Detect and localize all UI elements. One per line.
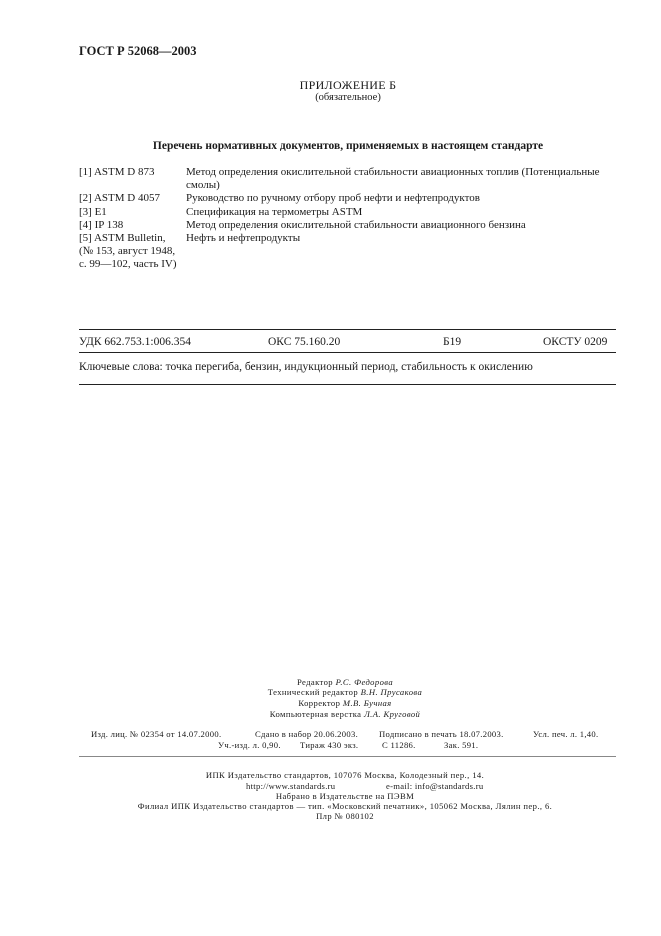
reference-row <box>79 258 619 271</box>
plr-number: Плр № 080102 <box>316 811 374 821</box>
reference-title: Спецификация на термометры ASTM <box>186 205 363 218</box>
publisher-website: http://www.standards.ru <box>246 781 336 791</box>
reference-code: [4] IP 138 <box>79 218 124 231</box>
editor-line: Редактор Р.С. Федорова <box>296 677 394 687</box>
reference-code: (№ 153, август 1948, <box>79 245 176 258</box>
print-sheets: Усл. печ. л. 1,40. <box>533 729 599 739</box>
publisher-email: e-mail: info@standards.ru <box>386 781 484 791</box>
reference-code: [5] ASTM Bulletin, <box>79 232 166 245</box>
reference-code <box>79 179 186 192</box>
reference-title <box>186 258 619 271</box>
branch-address: Филиал ИПК Издательство стандартов — тип. «Московский печатник», 105062 Москва, Лялин пер., 6. <box>137 801 553 811</box>
reference-title: Нефть и нефтепродукты <box>186 232 301 245</box>
reference-title <box>186 245 619 258</box>
reference-row <box>79 192 619 205</box>
reference-title: Метод определения окислительной стабильности авиационных топлив (Потенциальные <box>186 166 600 178</box>
appendix-title: ПРИЛОЖЕНИЕ Б <box>299 78 397 92</box>
standard-id: ГОСТ Р 52068—2003 <box>79 44 197 58</box>
references-list <box>79 166 619 272</box>
print-run: Тираж 430 экз. <box>300 740 359 750</box>
tech-editor-line: Технический редактор В.Н. Прусакова <box>267 687 423 697</box>
reference-code: с. 99—102, часть IV) <box>79 258 177 271</box>
reference-title: Руководство по ручному отбору проб нефти и нефтепродуктов <box>186 192 480 205</box>
order-number: Зак. 591. <box>444 740 479 750</box>
top-divider <box>79 329 616 330</box>
references-heading: Перечень нормативных документов, применяемых в настоящем стандарте <box>152 140 544 152</box>
reference-code: [1] ASTM D 873 <box>79 166 155 178</box>
reference-row <box>79 232 619 245</box>
udk-code: УДК 662.753.1:006.354 <box>79 336 191 348</box>
reference-title: Метод определения окислительной стабильности авиационного бензина <box>186 218 526 231</box>
pub-sheets: Уч.-изд. л. 0,90. <box>218 740 281 750</box>
appendix-subtitle: (обязательное) <box>315 92 381 103</box>
keywords: Ключевые слова: точка перегиба, бензин, индукционный период, стабильность к окислению <box>79 361 533 373</box>
reference-row <box>79 219 619 232</box>
publisher-address: ИПК Издательство стандартов, 107076 Москва, Колодезный пер., 14. <box>205 770 485 780</box>
reference-row <box>79 206 619 219</box>
reference-row <box>79 179 619 192</box>
reference-title: смолы) <box>186 179 220 192</box>
imprint-divider <box>79 756 616 757</box>
group-code: Б19 <box>443 336 462 348</box>
order-c: С 11286. <box>382 740 416 750</box>
oks-code: ОКС 75.160.20 <box>268 336 341 348</box>
reference-row <box>79 245 619 258</box>
submitted-date: Сдано в набор 20.06.2003. <box>255 729 359 739</box>
bottom-divider <box>79 384 616 385</box>
reference-code: [3] E1 <box>79 205 107 218</box>
middle-divider <box>79 352 616 353</box>
reference-row <box>79 166 619 179</box>
reference-code: [2] ASTM D 4057 <box>79 192 160 205</box>
corrector-line: Корректор М.В. Бучная <box>298 698 392 708</box>
signed-date: Подписано в печать 18.07.2003. <box>379 729 504 739</box>
typeset-note: Набрано в Издательстве на ПЭВМ <box>275 791 415 801</box>
layout-line: Компьютерная верстка Л.А. Круговой <box>269 709 421 719</box>
okstu-code: ОКСТУ 0209 <box>543 336 608 348</box>
license: Изд. лиц. № 02354 от 14.07.2000. <box>91 729 222 739</box>
